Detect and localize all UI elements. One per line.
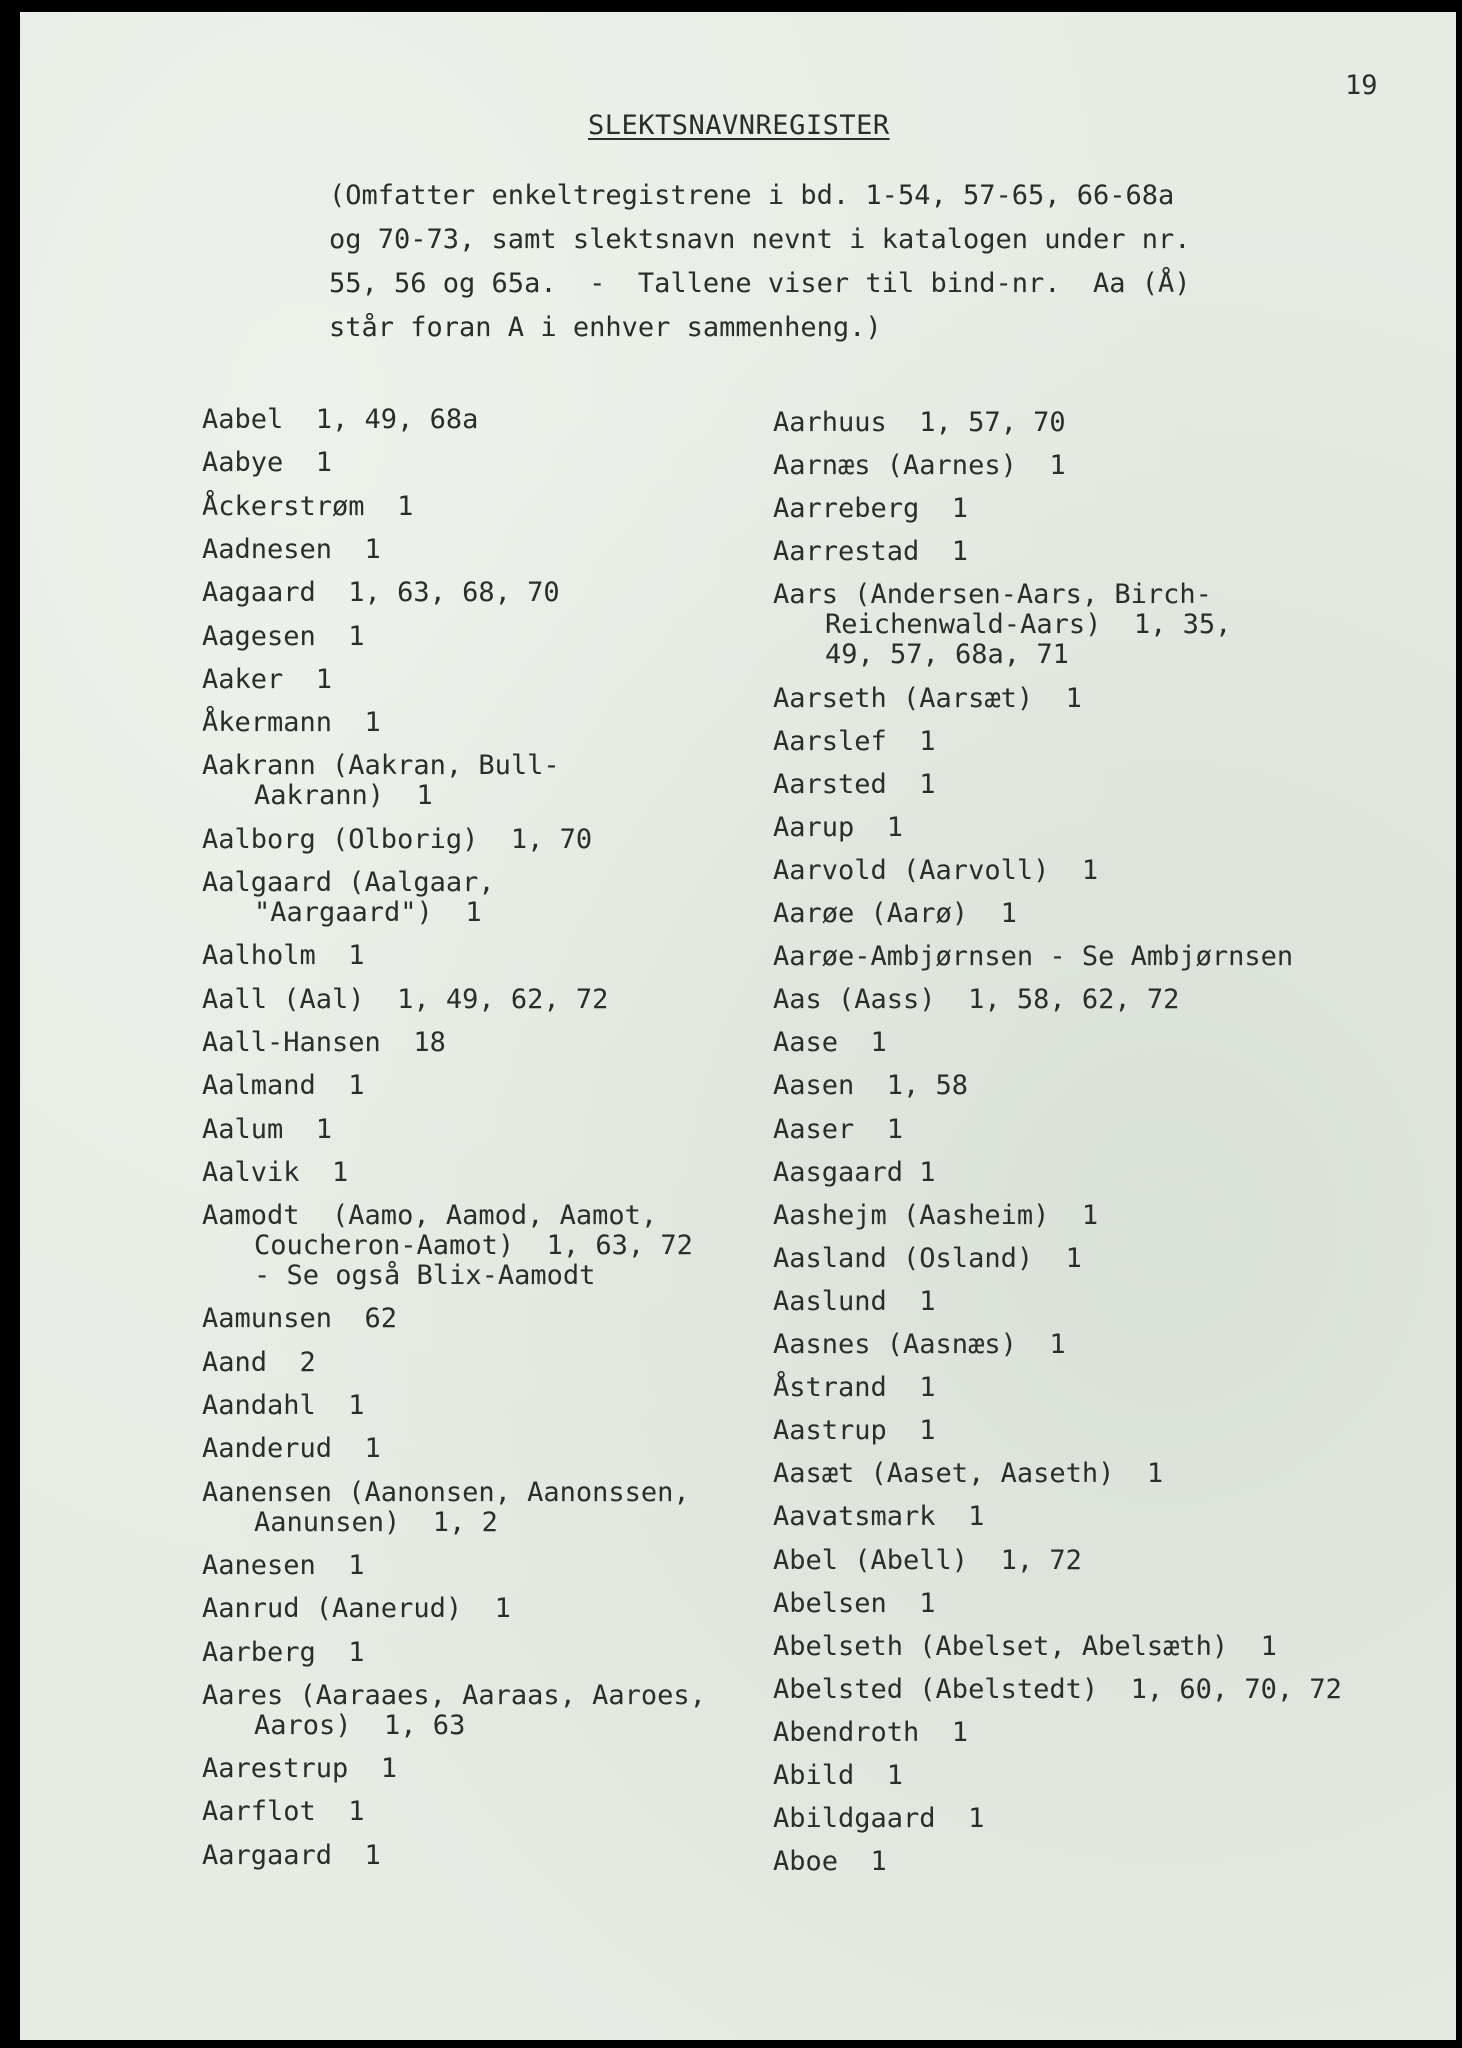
entry-name-line: Abel (Abell) 1, 72: [773, 1544, 1082, 1576]
entry-name-line: Aars (Andersen-Aars, Birch-: [773, 579, 1212, 611]
entry-continuation-line: Aaros) 1, 63: [254, 1709, 466, 1741]
register-entry: [773, 537, 968, 567]
entry-name-line: Aas (Aass) 1, 58, 62, 72: [773, 984, 1180, 1016]
register-entry: [773, 1416, 936, 1446]
register-entry: [202, 1028, 446, 1058]
register-entry: [773, 1028, 887, 1058]
register-entry: [202, 1681, 706, 1741]
register-entry: [202, 1841, 381, 1871]
entry-continuation-line: - Se også Blix-Aamodt: [254, 1260, 596, 1292]
register-entry: [202, 1638, 365, 1668]
register-entry: [773, 1847, 887, 1877]
register-entry: [773, 1459, 1163, 1489]
entry-name-line: Aavatsmark 1: [773, 1501, 985, 1533]
entry-name-line: Aaker 1: [202, 663, 333, 695]
register-entry: [202, 708, 381, 738]
register-entry: [202, 1071, 365, 1101]
entry-name-line: Aarseth (Aarsæt) 1: [773, 682, 1082, 714]
page-title: SLEKTSNAVNREGISTER: [588, 110, 890, 141]
register-entry: [202, 985, 608, 1015]
entry-name-line: Aall (Aal) 1, 49, 62, 72: [202, 983, 609, 1015]
register-entry: [202, 1551, 365, 1581]
entry-name-line: Aares (Aaraaes, Aaraas, Aaroes,: [202, 1679, 706, 1711]
register-entry: [202, 578, 560, 608]
entry-name-line: Aasen 1, 58: [773, 1070, 969, 1102]
register-entry: [773, 451, 1066, 481]
register-entry: [773, 1804, 984, 1834]
entry-continuation-line: "Aargaard") 1: [254, 897, 482, 928]
entry-continuation-line: 49, 57, 68a, 71: [825, 639, 1069, 671]
entry-name-line: Aagaard 1, 63, 68, 70: [202, 577, 560, 609]
entry-name-line: Aadnesen 1: [202, 533, 381, 565]
entry-continuation-line: Coucheron-Aamot) 1, 63, 72: [254, 1230, 693, 1262]
register-entry: [202, 1201, 693, 1291]
register-entry: [202, 1348, 316, 1378]
register-entry: [202, 665, 332, 695]
register-entry: [202, 1158, 348, 1188]
entry-name-line: Aargaard 1: [202, 1839, 381, 1871]
intro-line: og 70-73, samt slektsnavn nevnt i katalogen under nr.: [329, 224, 1191, 255]
entry-name-line: Aarrestad 1: [773, 536, 969, 568]
entry-name-line: Aalholm 1: [202, 940, 365, 972]
register-entry: [773, 727, 936, 757]
intro-line: 55, 56 og 65a. - Tallene viser til bind-nr. Aa (Å): [329, 268, 1191, 299]
register-entry: [773, 1546, 1082, 1576]
register-entry: [773, 1632, 1277, 1662]
register-entry: [773, 813, 903, 843]
entry-name-line: Aarberg 1: [202, 1636, 365, 1668]
intro-line: (Omfatter enkeltregistrene i bd. 1-54, 57-65, 66-68a: [329, 180, 1175, 211]
register-entry: [773, 899, 1017, 929]
register-entry: [202, 868, 495, 928]
register-entry: [773, 1244, 1082, 1274]
entry-name-line: Aarup 1: [773, 811, 904, 843]
intro-paragraph: [329, 174, 1309, 350]
entry-name-line: Aabye 1: [202, 447, 333, 479]
entry-name-line: Aarøe-Ambjørnsen - Se Ambjørnsen: [773, 941, 1294, 973]
intro-line: står foran A i enhver sammenheng.): [329, 312, 882, 343]
register-entry: [773, 1761, 903, 1791]
register-entry: [202, 1797, 365, 1827]
entry-name-line: Aalborg (Olborig) 1, 70: [202, 823, 593, 855]
register-entry: [202, 825, 592, 855]
register-entry: [202, 941, 365, 971]
register-entry: [773, 856, 1098, 886]
register-entry: [773, 494, 968, 524]
entry-name-line: Abelseth (Abelset, Abelsæth) 1: [773, 1630, 1277, 1662]
register-entry: [202, 448, 332, 478]
register-entry: [773, 1158, 936, 1188]
entry-name-line: Aabel 1, 49, 68a: [202, 404, 479, 435]
register-entry: [773, 770, 936, 800]
entry-name-line: Aamunsen 62: [202, 1303, 398, 1335]
register-entry: [773, 1201, 1098, 1231]
entry-name-line: Abildgaard 1: [773, 1803, 985, 1835]
entry-name-line: Aasæt (Aaset, Aaseth) 1: [773, 1458, 1164, 1490]
register-entry: [202, 1434, 381, 1464]
register-entry: [773, 1330, 1066, 1360]
entry-name-line: Aarflot 1: [202, 1796, 365, 1828]
entry-name-line: Aase 1: [773, 1027, 887, 1059]
entry-name-line: Aagesen 1: [202, 620, 365, 652]
register-entry: [773, 580, 1231, 670]
document-page: [20, 12, 1456, 2040]
register-entry: [202, 1594, 511, 1624]
register-entry: [773, 1373, 936, 1403]
entry-name-line: Aastrup 1: [773, 1415, 936, 1447]
register-entry: [202, 1391, 365, 1421]
register-entry: [202, 405, 478, 435]
register-entry: [773, 1287, 936, 1317]
entry-continuation-line: Aanunsen) 1, 2: [254, 1506, 498, 1538]
register-entry: [773, 985, 1179, 1015]
register-entry: [202, 622, 365, 652]
entry-name-line: Aarøe (Aarø) 1: [773, 898, 1017, 929]
register-entry: [773, 408, 1066, 438]
entry-name-line: Aalum 1: [202, 1113, 333, 1145]
entry-name-line: Aanderud 1: [202, 1433, 381, 1465]
entry-name-line: Aakrann (Aakran, Bull-: [202, 750, 560, 782]
entry-name-line: Aarslef 1: [773, 725, 936, 757]
page-number: 19: [1345, 70, 1378, 101]
entry-name-line: Aarreberg 1: [773, 493, 969, 525]
register-entry: [202, 492, 413, 522]
register-entry: [773, 1115, 903, 1145]
entry-name-line: Aanensen (Aanonsen, Aanonssen,: [202, 1476, 690, 1508]
entry-name-line: Aasland (Osland) 1: [773, 1242, 1082, 1274]
entry-name-line: Aarvold (Aarvoll) 1: [773, 854, 1099, 886]
register-entry: [202, 1754, 397, 1784]
entry-name-line: Aashejm (Aasheim) 1: [773, 1199, 1099, 1231]
entry-name-line: Abild 1: [773, 1760, 904, 1791]
entry-continuation-line: Reichenwald-Aars) 1, 35,: [825, 609, 1232, 641]
entry-name-line: Abelsted (Abelstedt) 1, 60, 70, 72: [773, 1673, 1342, 1705]
entry-name-line: Aanrud (Aanerud) 1: [202, 1593, 511, 1625]
register-entry: [202, 1115, 332, 1145]
entry-name-line: Aamodt (Aamo, Aamod, Aamot,: [202, 1200, 658, 1232]
register-entry: [202, 1478, 690, 1538]
entry-name-line: Aarsted 1: [773, 768, 936, 800]
entry-name-line: Aandahl 1: [202, 1390, 365, 1421]
register-entry: [773, 684, 1082, 714]
register-entry: [773, 1675, 1342, 1705]
entry-name-line: Aalgaard (Aalgaar,: [202, 867, 495, 898]
register-entry: [773, 1718, 968, 1748]
register-entry: [773, 942, 1293, 972]
entry-name-line: Aalvik 1: [202, 1156, 349, 1188]
register-entry: [773, 1589, 936, 1619]
entry-name-line: Aarestrup 1: [202, 1753, 398, 1785]
register-entry: [202, 535, 381, 565]
register-entry: [773, 1071, 968, 1101]
entry-name-line: Abelsen 1: [773, 1587, 936, 1619]
entry-name-line: Åkermann 1: [202, 707, 381, 739]
entry-name-line: Aaslund 1: [773, 1285, 936, 1317]
entry-name-line: Aalmand 1: [202, 1070, 365, 1102]
entry-name-line: Aboe 1: [773, 1846, 887, 1878]
entry-name-line: Aall-Hansen 18: [202, 1026, 446, 1058]
entry-name-line: Åckerstrøm 1: [202, 490, 414, 522]
entry-continuation-line: Aakrann) 1: [254, 780, 433, 812]
register-entry: [202, 751, 560, 811]
entry-name-line: Aanesen 1: [202, 1549, 365, 1581]
entry-name-line: Aasgaard 1: [773, 1156, 936, 1188]
register-entry: [773, 1502, 984, 1532]
register-entry: [202, 1304, 397, 1334]
entry-name-line: Aaser 1: [773, 1113, 904, 1145]
entry-name-line: Aasnes (Aasnæs) 1: [773, 1329, 1066, 1360]
entry-name-line: Aand 2: [202, 1346, 316, 1378]
entry-name-line: Aarnæs (Aarnes) 1: [773, 450, 1066, 482]
entry-name-line: Aarhuus 1, 57, 70: [773, 407, 1066, 438]
entry-name-line: Abendroth 1: [773, 1716, 969, 1748]
entry-name-line: Åstrand 1: [773, 1372, 936, 1404]
